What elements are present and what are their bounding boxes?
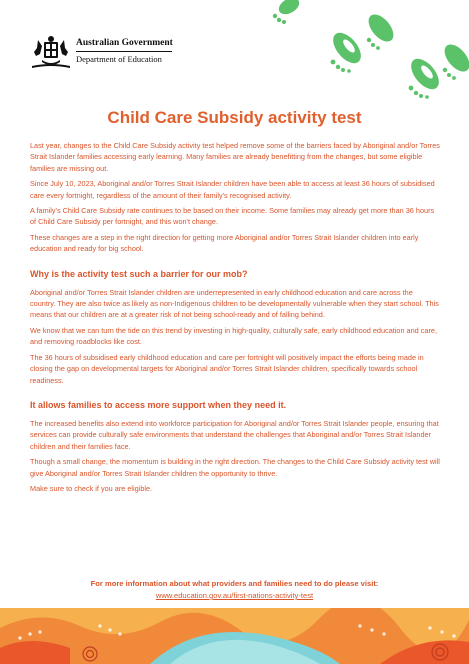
document-title: Child Care Subsidy activity test [107, 108, 362, 127]
paragraph: We know that we can turn the tide on this trend by investing in high-quality, culturally safe, early childhood education and care, and removing roadblocks like cost. [30, 325, 437, 347]
section-heading-support: It allows families to access more support when they need it. [30, 399, 287, 410]
government-name: Australian Government [76, 38, 173, 48]
footer-text: For more information about what providers and families need to do please visit: [90, 579, 379, 588]
logo-divider [76, 51, 172, 52]
paragraph: A family's Child Care Subsidy rate continues to be based on their income. Some families may already get more than 36 hours of Child Care Subsidy per fortnight, and this won't change. [30, 206, 435, 227]
paragraph: The 36 hours of subsidised early childhood education and care per fortnight will positively impact the efforts being made in closing the gap on developmental targets for Aboriginal and/or Torres Strait Islander children, specifically towards school readiness. [30, 352, 424, 385]
government-logo [30, 32, 180, 74]
paragraph: The increased benefits also extend into workforce participation for Aboriginal and/or Torres Strait Islander people, ensuring that services can provide culturally safe environments that understand the challenges that Aboriginal and/or Torres Strait Islander children and their families face. [30, 418, 439, 451]
paragraph: Though a small change, the momentum is building in the right direction. The changes to the Child Care Subsidy activity test will give Aboriginal and/or Torres Strait Islander children the opportunity to thrive. [30, 457, 440, 478]
paragraph: Since July 10, 2023, Aboriginal and/or Torres Strait Islander children have been able to access at least 36 hours of subsidised care every fortnight, regardless of the amount of their family's recognised activity. [30, 179, 435, 200]
activity-test-link[interactable]: www.education.gov.au/first-nations-activity-test [155, 591, 314, 600]
bottom-artwork-decoration [0, 608, 469, 664]
coat-of-arms-icon [30, 32, 72, 72]
document-body [30, 140, 440, 498]
paragraph: Aboriginal and/or Torres Strait Islander children are underrepresented in early childhood education and care across the country. They are also twice as likely as non-Indigenous children to be developmentally vulnerable when they start school. This means that our children are at a greater risk of not being school-ready and of falling behind. [30, 287, 439, 320]
paragraph: Make sure to check if you are eligible. [30, 483, 153, 493]
section-heading-barrier: Why is the activity test such a barrier for our mob? [30, 268, 248, 279]
paragraph: These changes are a step in the right direction for getting more Aboriginal and/or Torres Strait Islander children into early education and ready for big school. [30, 232, 419, 254]
paragraph: Last year, changes to the Child Care Subsidy activity test helped remove some of the barriers faced by Aboriginal and/or Torres Strait Islander families accessing early learning. Many families are already benefitting from the changes, but some eligible families are missing out. [30, 141, 440, 173]
footer-info [0, 578, 469, 602]
department-name: Department of Education [76, 54, 162, 64]
